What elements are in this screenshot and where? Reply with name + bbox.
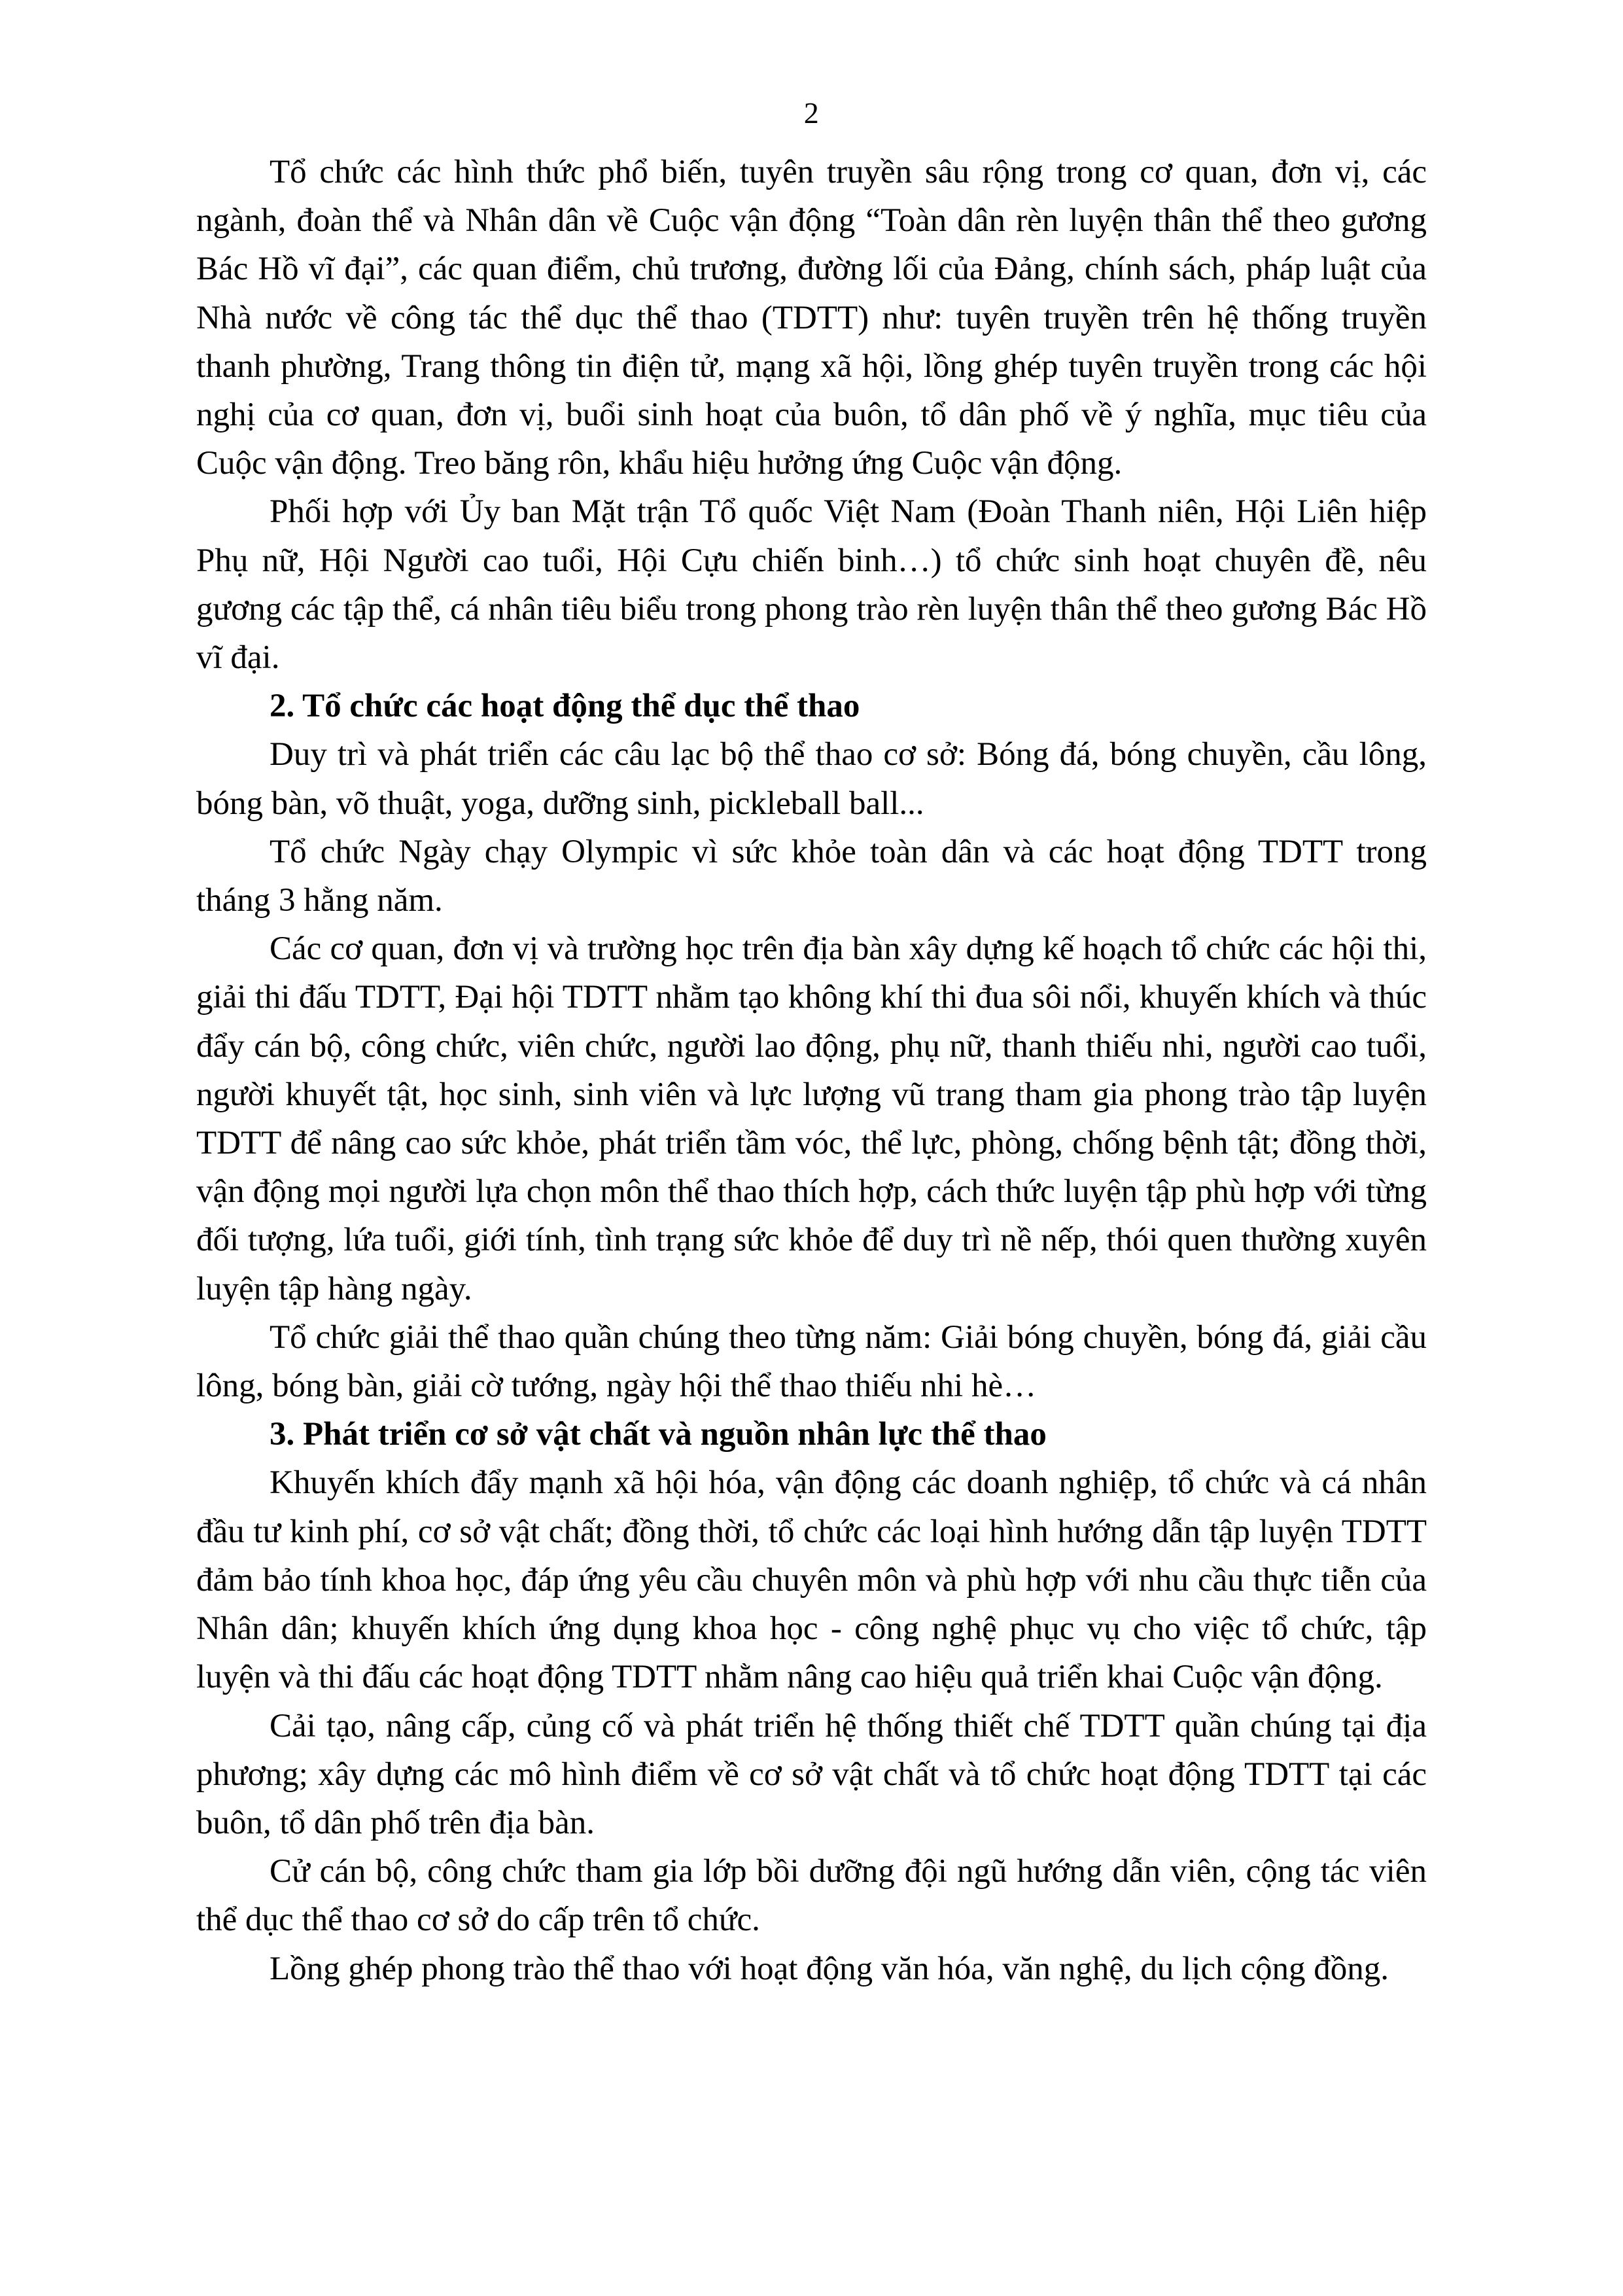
para-phoi-hop-mttq: Phối hợp với Ủy ban Mặt trận Tổ quốc Việt Nam (Đoàn Thanh niên, Hội Liên hiệp Phụ nữ, Hội Người cao tuổi, Hội Cựu chiến binh…) tổ chức sinh hoạt chuyên đề, nêu gương các tập thể, cá nhân tiêu biểu trong phong trào rèn luyện thân thể theo gương Bác Hồ vĩ đại. bbox=[196, 493, 1427, 677]
page-number: 2 bbox=[803, 96, 820, 130]
para-tuyen-truyen: Tổ chức các hình thức phổ biến, tuyên truyền sâu rộng trong cơ quan, đơn vị, các ngành, đoàn thể và Nhân dân về Cuộc vận động “Toàn dân rèn luyện thân thể theo gương Bác Hồ vĩ đại”, các quan điểm, chủ trương, đường lối của Đảng, chính sách, pháp luật của Nhà nước về công tác thể dục thể thao (TDTT) như: tuyên truyền trên hệ thống truyền thanh phường, Trang thông tin điện tử, mạng xã hội, lồng ghép tuyên truyền trong các hội nghị của cơ quan, đơn vị, buổi sinh hoạt của buôn, tổ dân phố về ý nghĩa, mục tiêu của Cuộc vận động. Treo băng rôn, khẩu hiệu hưởng ứng Cuộc vận động. bbox=[196, 154, 1427, 482]
heading-3-phat-trien-co-so-vat-chat: 3. Phát triển cơ sở vật chất và nguồn nhân lực thể thao bbox=[270, 1416, 1047, 1453]
heading-2-to-chuc-hoat-dong: 2. Tổ chức các hoạt động thể dục thể thao bbox=[270, 688, 860, 725]
document-body bbox=[196, 148, 1427, 1993]
para-co-quan-truong-hoc: Các cơ quan, đơn vị và trường học trên địa bàn xây dựng kế hoạch tổ chức các hội thi, giải thi đấu TDTT, Đại hội TDTT nhằm tạo không khí thi đua sôi nổi, khuyến khích và thúc đẩy cán bộ, công chức, viên chức, người lao động, phụ nữ, thanh thiếu nhi, người cao tuổi, người khuyết tật, học sinh, sinh viên và lực lượng vũ trang tham gia phong trào tập luyện TDTT để nâng cao sức khỏe, phát triển tầm vóc, thể lực, phòng, chống bệnh tật; đồng thời, vận động mọi người lựa chọn môn thể thao thích hợp, cách thức luyện tập phù hợp với từng đối tượng, lứa tuổi, giới tính, tình trạng sức khỏe để duy trì nề nếp, thói quen thường xuyên luyện tập hàng ngày. bbox=[196, 930, 1427, 1307]
para-cai-tao-nang-cap: Cải tạo, nâng cấp, củng cố và phát triển hệ thống thiết chế TDTT quần chúng tại địa phương; xây dựng các mô hình điểm về cơ sở vật chất và tổ chức hoạt động TDTT tại các buôn, tổ dân phố trên địa bàn. bbox=[196, 1707, 1427, 1841]
para-long-ghep-van-hoa: Lồng ghép phong trào thể thao với hoạt động văn hóa, văn nghệ, du lịch cộng đồng. bbox=[270, 1950, 1389, 1987]
para-giai-the-thao-quan-chung: Tổ chức giải thể thao quần chúng theo từng năm: Giải bóng chuyền, bóng đá, giải cầu lông, bóng bàn, giải cờ tướng, ngày hội thể thao thiếu nhi hè… bbox=[196, 1318, 1427, 1405]
para-cu-can-bo-boi-duong: Cử cán bộ, công chức tham gia lớp bồi dưỡng đội ngũ hướng dẫn viên, cộng tác viên thể dục thể thao cơ sở do cấp trên tổ chức. bbox=[196, 1853, 1427, 1939]
para-cau-lac-bo: Duy trì và phát triển các câu lạc bộ thể thao cơ sở: Bóng đá, bóng chuyền, cầu lông, bóng bàn, võ thuật, yoga, dưỡng sinh, pickleball ball... bbox=[196, 736, 1427, 822]
para-ngay-chay-olympic: Tổ chức Ngày chạy Olympic vì sức khỏe toàn dân và các hoạt động TDTT trong tháng 3 hằng năm. bbox=[196, 833, 1427, 919]
para-xa-hoi-hoa: Khuyến khích đẩy mạnh xã hội hóa, vận động các doanh nghiệp, tổ chức và cá nhân đầu tư kinh phí, cơ sở vật chất; đồng thời, tổ chức các loại hình hướng dẫn tập luyện TDTT đảm bảo tính khoa học, đáp ứng yêu cầu chuyên môn và phù hợp với nhu cầu thực tiễn của Nhân dân; khuyến khích ứng dụng khoa học - công nghệ phục vụ cho việc tổ chức, tập luyện và thi đấu các hoạt động TDTT nhằm nâng cao hiệu quả triển khai Cuộc vận động. bbox=[196, 1464, 1427, 1696]
